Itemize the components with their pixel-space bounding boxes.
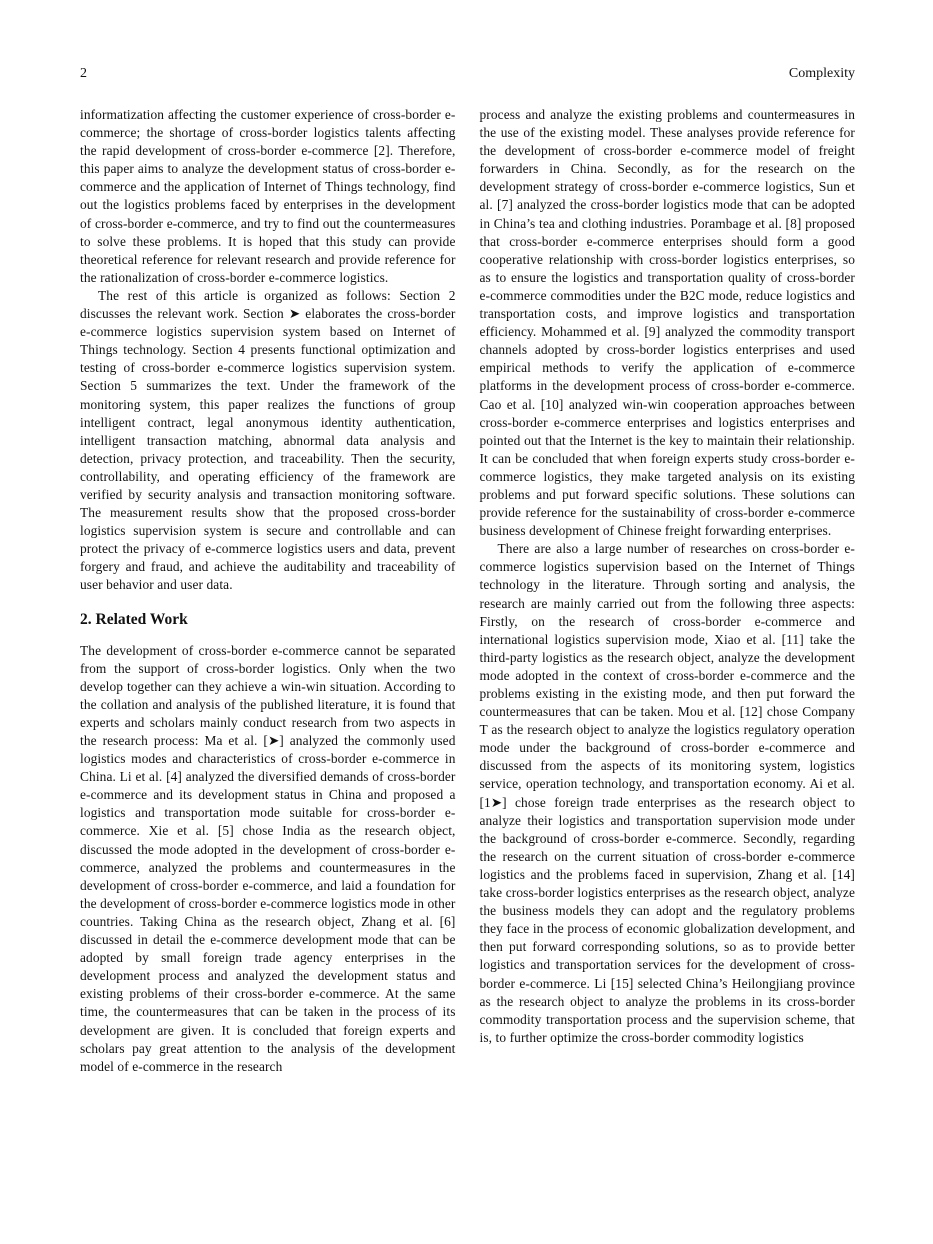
body-paragraph: process and analyze the existing problems and countermeasures in the use of the existing model. These analyses provide reference for the development of cross-border e-commerce model of freight forwarders in China. Secondly, as for the research on the development strategy of cross-border e-commerce logistics, Sun et al. [7] analyzed the cross-border logistics mode that can be adopted in China’s tea and clothing industries. Porambage et al. [8] proposed that cross-border e-commerce enterprises should form a good cooperative relationship with cross-border logistics enterprises, so as to ensure the logistics and transportation quality of cross-border e-commerce commodities under the B2C mode, reduce logistics and transportation costs, and improve logistics and transportation efficiency. Mohammed et al. [9] analyzed the commodity transport channels adopted by cross-border logistics enterprises and used empirical methods to verify the application of e-commerce platforms in the development process of cross-border e-commerce. Cao et al. [10] analyzed win-win cooperation approaches between cross-border e-commerce enterprises and logistics enterprises and pointed out that the Internet is the key to maintain their relationship. It can be concluded that when foreign experts study cross-border e-commerce logistics, they make targeted analysis on its existing problems and put forward specific solutions. These solutions can provide reference for the sustainability of cross-border e-commerce business development of Chinese freight forwarding enterprises. <box>479 107 855 539</box>
journal-title: Complexity <box>788 66 855 81</box>
page-header <box>80 66 855 82</box>
section-heading-related-work: 2. Related Work <box>80 610 188 628</box>
right-column <box>480 106 856 1076</box>
body-paragraph: informatization affecting the customer experience of cross-border e-commerce; the shortage of cross-border logistics talents affecting the rapid development of cross-border e-commerce [2]. Therefore, this paper aims to analyze the development status of cross-border e-commerce and the application of Internet of Things technology, find out the logistics problems faced by enterprises in the development of cross-border e-commerce, and try to find out the countermeasures to solve these problems. It is hoped that this study can provide theoretical reference for relevant research and provide reference for the rationalization of cross-border e-commerce logistics. <box>80 107 456 285</box>
body-paragraph: The development of cross-border e-commerce cannot be separated from the support of cross-border logistics. Only when the two develop together can they achieve a win-win situation. According to the collation and analysis of the published literature, it is found that experts and scholars mainly conduct research from two aspects in the research process: Ma et al. [➤] analyzed the commonly used logistics modes and characteristics of cross-border e-commerce in China. Li et al. [4] analyzed the diversified demands of cross-border e-commerce and its development status in China and proposed a logistics and transportation mode suitable for cross-border e-commerce. Xie et al. [5] chose India as the research object, discussed the mode adopted in the development of cross-border e-commerce, analyzed the problems and countermeasures in the development of cross-border e-commerce, and laid a foundation for the development of cross-border e-commerce logistics mode in other countries. Taking China as the research object, Zhang et al. [6] discussed in detail the e-commerce development mode that can be adopted by small foreign trade agency enterprises in the development process and analyzed the development status and existing problems of their cross-border e-commerce. At the same time, the countermeasures that can be taken in the process of its development are given. It is concluded that foreign experts and scholars pay great attention to the analysis of the development model of e-commerce in the research <box>80 642 456 1074</box>
page-number: 2 <box>80 66 87 81</box>
two-column-body <box>80 106 855 1076</box>
left-column <box>80 106 456 1076</box>
body-paragraph: The rest of this article is organized as follows: Section 2 discusses the relevant work. Section ➤ elaborates the cross-border e-commerce logistics supervision system based on Internet of Things technology. Section 4 presents functional optimization and testing of cross-border e-commerce logistics supervision system. Section 5 summarizes the text. Under the framework of the monitoring system, this paper realizes the functions of group intelligent contract, legal anonymous identity authentication, intelligent transaction matching, abnormal data analysis and detection, privacy protection, and traceability. Then the security, controllability, and operating efficiency of the framework are verified by security analysis and transaction monitoring software. The measurement results show that the proposed cross-border logistics supervision system is secure and controllable and can protect the privacy of e-commerce logistics users and data, prevent forgery and fraud, and achieve the auditability and traceability of user behavior and user data. <box>80 287 456 593</box>
body-paragraph: There are also a large number of researches on cross-border e-commerce logistics supervision based on the Internet of Things technology in the literature. Through sorting and analysis, the research are mainly carried out from the following three aspects: Firstly, on the research of cross-border e-commerce and international logistics supervision mode, Xiao et al. [11] take the third-party logistics as the research object, analyze the development mode adopted in the context of cross-border e-commerce and the problems existing in the existing mode, and then put forward the countermeasures that can be taken. Mou et al. [12] chose Company T as the research object to analyze the logistics regulatory operation mode under the background of cross-border e-commerce and discussed from the aspects of its monitoring system, logistics service, operation technology, and transportation economy. Ai et al. [1➤] chose foreign trade enterprises as the research object to analyze their logistics and transportation supervision mode under the background of cross-border e-commerce. Secondly, regarding the research on the current situation of cross-border e-commerce logistics and the problems faced in supervision, Zhang et al. [14] take cross-border logistics enterprises as the research object, analyze the business models they can adopt and the regulatory problems they face in the process of economic globalization development, and then put forward corresponding solutions, so as to provide better logistics and transportation services for the development of cross-border e-commerce. Li [15] selected China’s Heilongjiang province as the research object to analyze the problems in its cross-border commodity transportation process and the supervision scheme, that is, to further optimize the cross-border commodity logistics <box>479 541 855 1045</box>
